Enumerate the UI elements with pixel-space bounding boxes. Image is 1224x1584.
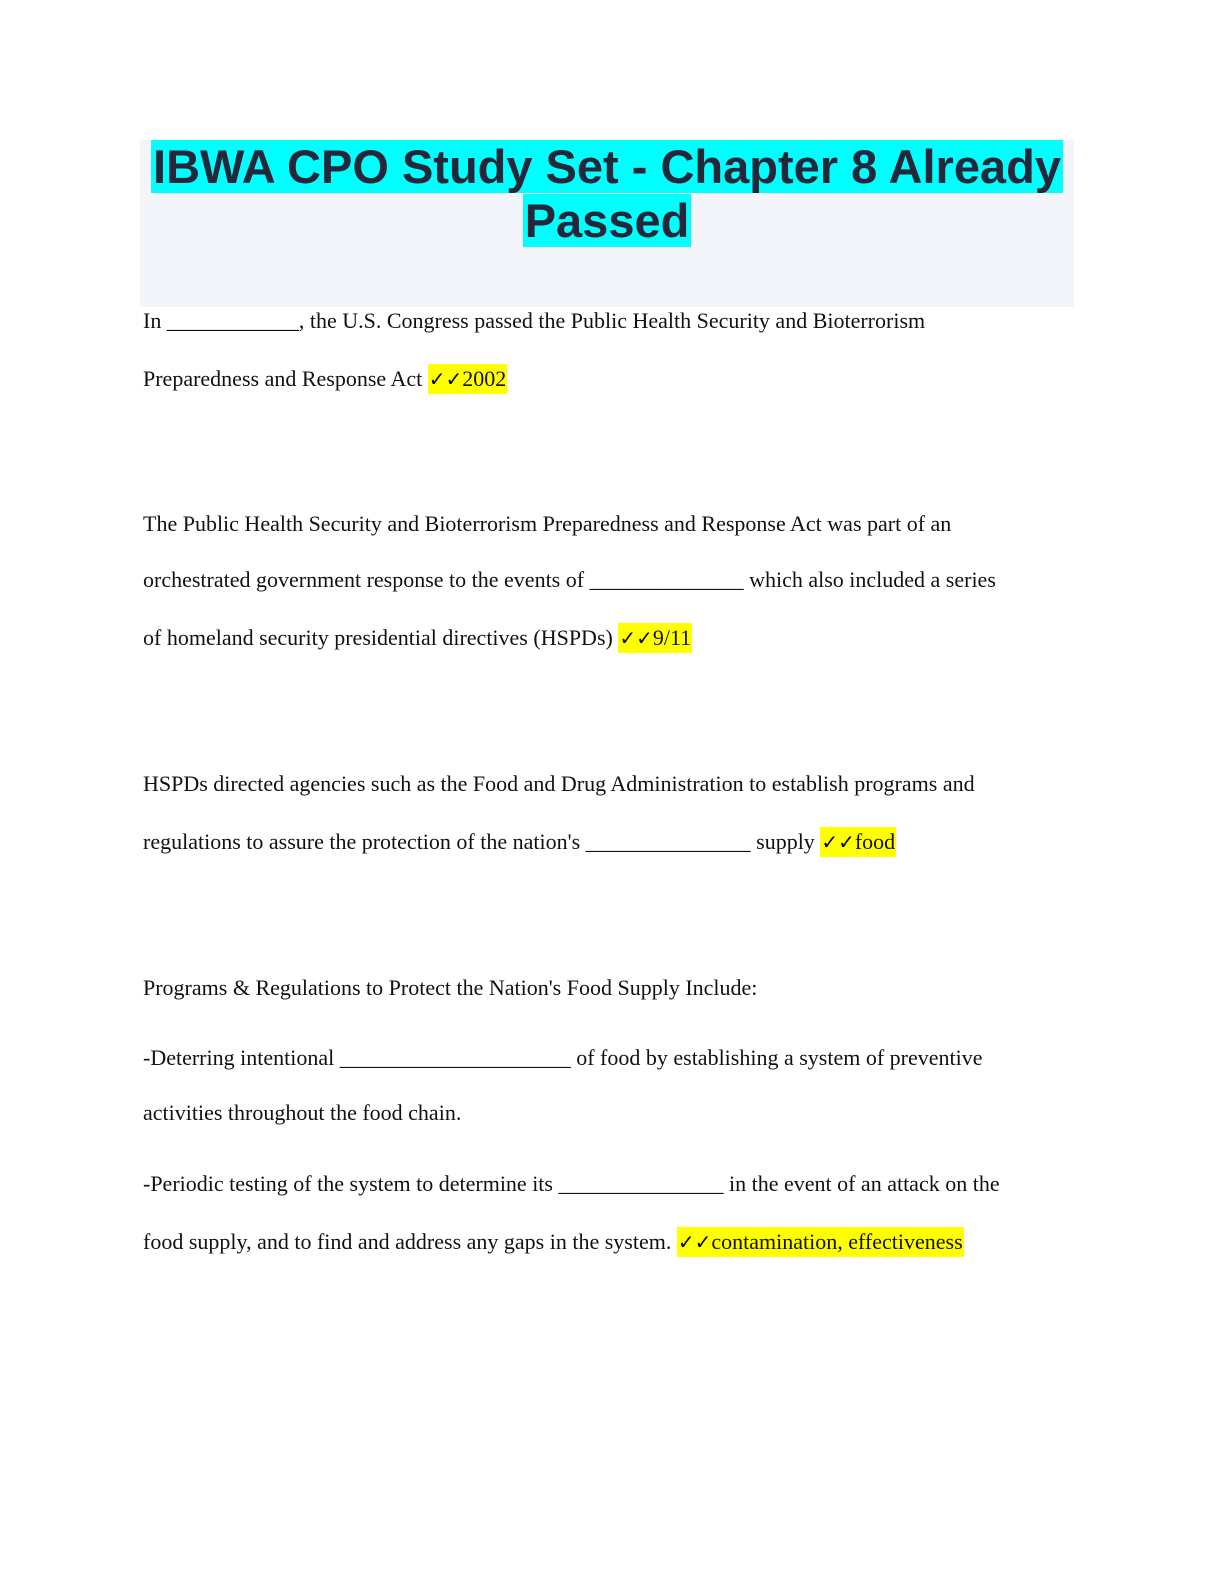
double-check-icon: ✓✓ bbox=[428, 367, 463, 391]
document-title bbox=[140, 140, 1074, 248]
double-check-icon: ✓✓ bbox=[619, 626, 653, 650]
q2-answer: 9/11 bbox=[652, 625, 692, 650]
q3-answer: food bbox=[854, 829, 896, 854]
q2-line-2: orchestrated government response to the events of ______________ which also included a series bbox=[143, 567, 996, 592]
q4-line-4-text: food supply, and to find and address any gaps in the system. bbox=[143, 1229, 672, 1254]
q4-line-1: -Deterring intentional _____________________ of food by establishing a system of preventive bbox=[143, 1045, 983, 1070]
title-line-1: IBWA CPO Study Set - Chapter 8 Already bbox=[153, 140, 1061, 193]
q1-line-2 bbox=[143, 366, 507, 392]
q2-line-3-text: of homeland security presidential directives (HSPDs) bbox=[143, 625, 613, 650]
q4-line-4 bbox=[143, 1229, 964, 1255]
q3-line-2-text: regulations to assure the protection of the nation's _______________ supply bbox=[143, 829, 815, 854]
q4-heading: Programs & Regulations to Protect the Nation's Food Supply Include: bbox=[143, 975, 758, 1000]
q4-answer-highlight bbox=[677, 1227, 964, 1257]
q1-line-2-text: Preparedness and Response Act bbox=[143, 366, 423, 391]
double-check-icon: ✓✓ bbox=[677, 1230, 712, 1254]
title-line-2: Passed bbox=[524, 194, 690, 247]
double-check-icon: ✓✓ bbox=[821, 830, 855, 854]
q2-answer-highlight bbox=[618, 623, 692, 653]
q2-line-3 bbox=[143, 625, 692, 651]
q1-line-1: In ____________, the U.S. Congress passed the Public Health Security and Bioterrorism bbox=[143, 308, 926, 333]
title-band bbox=[140, 140, 1074, 307]
q3-line-1: HSPDs directed agencies such as the Food and Drug Administration to establish programs and bbox=[143, 771, 975, 796]
q3-answer-highlight bbox=[820, 827, 896, 857]
q1-answer: 2002 bbox=[462, 366, 507, 391]
q1-answer-highlight bbox=[428, 364, 508, 394]
q4-line-2: activities throughout the food chain. bbox=[143, 1100, 462, 1125]
q2-line-1: The Public Health Security and Bioterrorism Preparedness and Response Act was part of an bbox=[143, 511, 952, 536]
q4-answer: contamination, effectiveness bbox=[711, 1229, 963, 1254]
q3-line-2 bbox=[143, 829, 896, 855]
q4-line-3: -Periodic testing of the system to determine its _______________ in the event of an attack on the bbox=[143, 1171, 1000, 1196]
